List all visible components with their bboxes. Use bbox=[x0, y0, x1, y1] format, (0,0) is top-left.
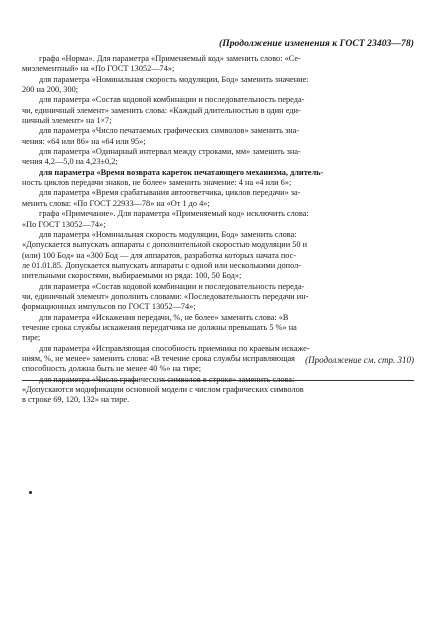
text-line: для параметра «Исправляющая способность приемника по краевым искаже- bbox=[39, 343, 310, 353]
text-line: в строке 69, 120, 132» на тире. bbox=[22, 395, 130, 405]
footer-rule-left bbox=[22, 380, 137, 381]
text-line: чения: «64 или 86» на «64 или 95»; bbox=[22, 136, 146, 146]
text-line: чения 4,2—5,0 на 4,23±0,2; bbox=[22, 157, 118, 167]
text-line: менить слова: «По ГОСТ 22933—78» на «От 1 до 4»; bbox=[22, 198, 210, 208]
text-line: для параметра «Число графических символов в строке» заменить слова: bbox=[39, 374, 295, 384]
text-line: ле 01.01.85. Допускается выпускать аппараты с одной или несколькими допол- bbox=[22, 260, 302, 270]
text-line: 200 на 200, 300; bbox=[22, 85, 79, 95]
text-line: нительными скоростями, выбираемыми из ряда: 100, 50 Бод»; bbox=[22, 271, 242, 281]
amendment-text bbox=[22, 54, 414, 406]
text-line: графа «Примечание». Для параметра «Применяемый код» исключить слова: bbox=[39, 209, 309, 219]
text-line: ничный элемент» на 1×7; bbox=[22, 116, 112, 126]
text-line: миэлементный» на «По ГОСТ 13052—74»; bbox=[22, 64, 175, 74]
text-line: графа «Норма». Для параметра «Применяемый код» заменить слово: «Се- bbox=[39, 54, 301, 63]
text-line: ниям, %, не менее» заменить слова: «В течение срока службы исправляющая bbox=[22, 353, 296, 363]
text-line: способность должна быть не менее 40 %» на тире; bbox=[22, 364, 202, 374]
continuation-footer: (Продолжение см. стр. 310) bbox=[305, 355, 414, 365]
text-line: для параметра «Искажения передачи, %, не более» заменить слова: «В bbox=[39, 312, 289, 322]
text-line: тире; bbox=[22, 333, 41, 343]
text-line: течение срока службы искажения передатчика не должны превышать 5 %» на bbox=[22, 322, 297, 332]
text-line: чи, единичный элемент» заменить слова: «Каждый длительностью в один еди- bbox=[22, 105, 301, 115]
text-line: чи, единичный элемент» дополнить словами: «Последовательность передачи ин- bbox=[22, 291, 309, 301]
text-line: для параметра «Одинарный интервал между строками, мм» заменить зна- bbox=[39, 147, 301, 157]
text-line: для параметра «Время возврата кареток печатающего механизма, длитель- bbox=[39, 167, 324, 177]
text-line: для параметра «Состав кодовой комбинации и последовательность переда- bbox=[39, 95, 305, 105]
footer-rule-right bbox=[160, 380, 414, 381]
text-line: «Допускается выпускать аппараты с дополнительной скоростью модуляции 50 и bbox=[22, 240, 308, 250]
continuation-header: (Продолжение изменения к ГОСТ 23403—78) bbox=[218, 38, 414, 49]
text-line: «Допускаются модификации основной модели с числом графических символов bbox=[22, 385, 304, 394]
text-line: формационных импульсов по ГОСТ 13052—74»; bbox=[22, 302, 196, 312]
text-line: (или) 100 Бод» на «300 Бод — для аппаратов, разработка которых начата пос- bbox=[22, 250, 297, 260]
text-line: для параметра «Номинальная скорость модуляции, Бод» заменить значение: bbox=[39, 74, 309, 84]
stray-dot bbox=[29, 491, 32, 494]
text-line: для параметра «Число печатаемых графических символов» заменить зна- bbox=[39, 126, 300, 136]
text-line: для параметра «Номинальная скорость модуляции, Бод» заменить слова: bbox=[39, 229, 297, 239]
text-line: «По ГОСТ 13052—74»; bbox=[22, 219, 106, 229]
text-line: ность циклов передачи знаков, не более» заменить значение: 4 на «4 или 6»; bbox=[22, 178, 292, 188]
text-line: для параметра «Состав кодовой комбинации и последовательность переда- bbox=[39, 281, 305, 291]
text-line: для параметра «Время срабатывания автоответчика, циклов передачи» за- bbox=[39, 188, 301, 198]
